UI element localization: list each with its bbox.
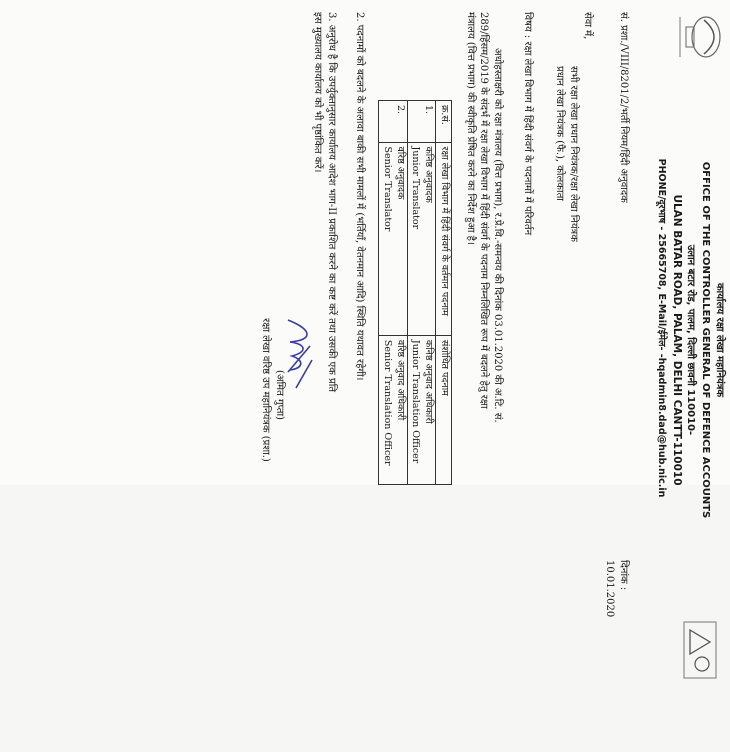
office-contact: PHONE/दूरभाष - 25665708, E-Mail/ईमेल- -hqadmin8.dad@hub.nic.in (656, 158, 667, 498)
office-name-english: OFFICE OF THE CONTROLLER GENERAL OF DEFENCE ACCOUNTS (700, 161, 711, 519)
table-cell (378, 142, 407, 335)
emblem-icon (670, 2, 728, 72)
recipient-line: प्रधान लेखा नियंत्रक (फै.), कोलकाता (554, 66, 565, 201)
reference-number: सं. प्रशा./VIII/8201/2/भर्ती नियम/हिंदी अनुवादक (618, 12, 629, 203)
letter-date: दिनांक : 10.01.2020 (604, 560, 629, 618)
paragraph-line: मंत्रालय (वित्त प्रभाग) की स्वीकृति प्रेषित करने का निर्देश हुआ है। (465, 12, 476, 245)
paragraph-line: अधोहस्ताक्षरी को रक्षा मंत्रालय (वित्त प्रभाग), र.प्रे.वि.-समन्वय की दिनांक 03.01.2020 की अ.टि. सं. (492, 48, 503, 423)
paragraph-2: 2. पदनामों को बदलने के अलावा बाकी सभी मामलों में (भर्तियाँ, वेतनमान आदि) स्थिति यथावत रहेगी। (354, 12, 365, 381)
paragraph-1 (464, 12, 505, 742)
revised-designation-hi: कनिष्ठ अनुवाद अधिकारी (423, 339, 435, 424)
table-cell (407, 142, 436, 335)
office-address-english: ULAN BATAR ROAD, PALAM, DELHI CANTT-110010 (671, 194, 683, 486)
current-designation-en: Junior Translator (410, 146, 422, 230)
office-address-hindi: उलान बटार रोड, पालम, दिल्ली छावनी 110010- (685, 244, 696, 436)
subject-line: विषय : रक्षा लेखा विभाग में हिंदी संवर्ग के पदनामों में परिवर्तन (522, 12, 533, 236)
table-cell (407, 335, 436, 484)
current-designation-en: Senior Translator (381, 146, 393, 232)
table-header-row (436, 101, 452, 485)
table-cell (378, 335, 407, 484)
signatory-name: (अमित गुप्ता) (274, 370, 285, 420)
paragraph-line: इस मुख्यालय कार्यालय को भी पृष्ठांकित करें। (312, 12, 324, 173)
table-row (378, 101, 407, 485)
logo-icon (680, 620, 720, 680)
revised-designation-en: Junior Translation Officer (410, 339, 422, 464)
revised-designation-en: Senior Translation Officer (381, 339, 393, 466)
current-designation-hi: वरिष्ठ अनुवादक (394, 146, 406, 200)
column-header: रक्षा लेखा विभाग में हिंदी संवर्ग के वर्तमान पदनाम (436, 142, 452, 335)
paragraph-line: 3. अनुरोध है कि उपर्युक्तानुसार कार्यालय आदेश भाग-II प्रकाशित करने का कष्ट करें तथा उसकी एक प्रति (326, 12, 337, 393)
signatory-title: रक्षा लेखा वरिष्ठ उप महानियंत्रक (प्रशा.) (260, 318, 271, 462)
column-header: संशोधित पदनाम (436, 335, 452, 484)
salutation: सेवा में, (582, 12, 593, 40)
table-cell: 2. (378, 101, 407, 143)
designation-table (378, 100, 452, 485)
table-row (407, 101, 436, 485)
revised-designation-hi: वरिष्ठ अनुवाद अधिकारी (394, 339, 406, 421)
office-name-hindi: कार्यालय रक्षा लेखा महानियंत्रक (714, 282, 725, 398)
column-header: क्र.सं. (436, 101, 452, 143)
current-designation-hi: कनिष्ठ अनुवादक (423, 146, 435, 203)
table-cell: 1. (407, 101, 436, 143)
paragraph-line: 289/हिंसम/2019 के संदर्भ में रक्षा लेखा विभाग में हिंदी संवर्ग के पदनाम निम्नलिखित रूप में बदलने हेतु रक्षा (478, 12, 490, 409)
recipient-line: सभी रक्षा लेखा प्रधान नियंत्रक/रक्षा लेखा नियंत्रक (568, 66, 579, 242)
